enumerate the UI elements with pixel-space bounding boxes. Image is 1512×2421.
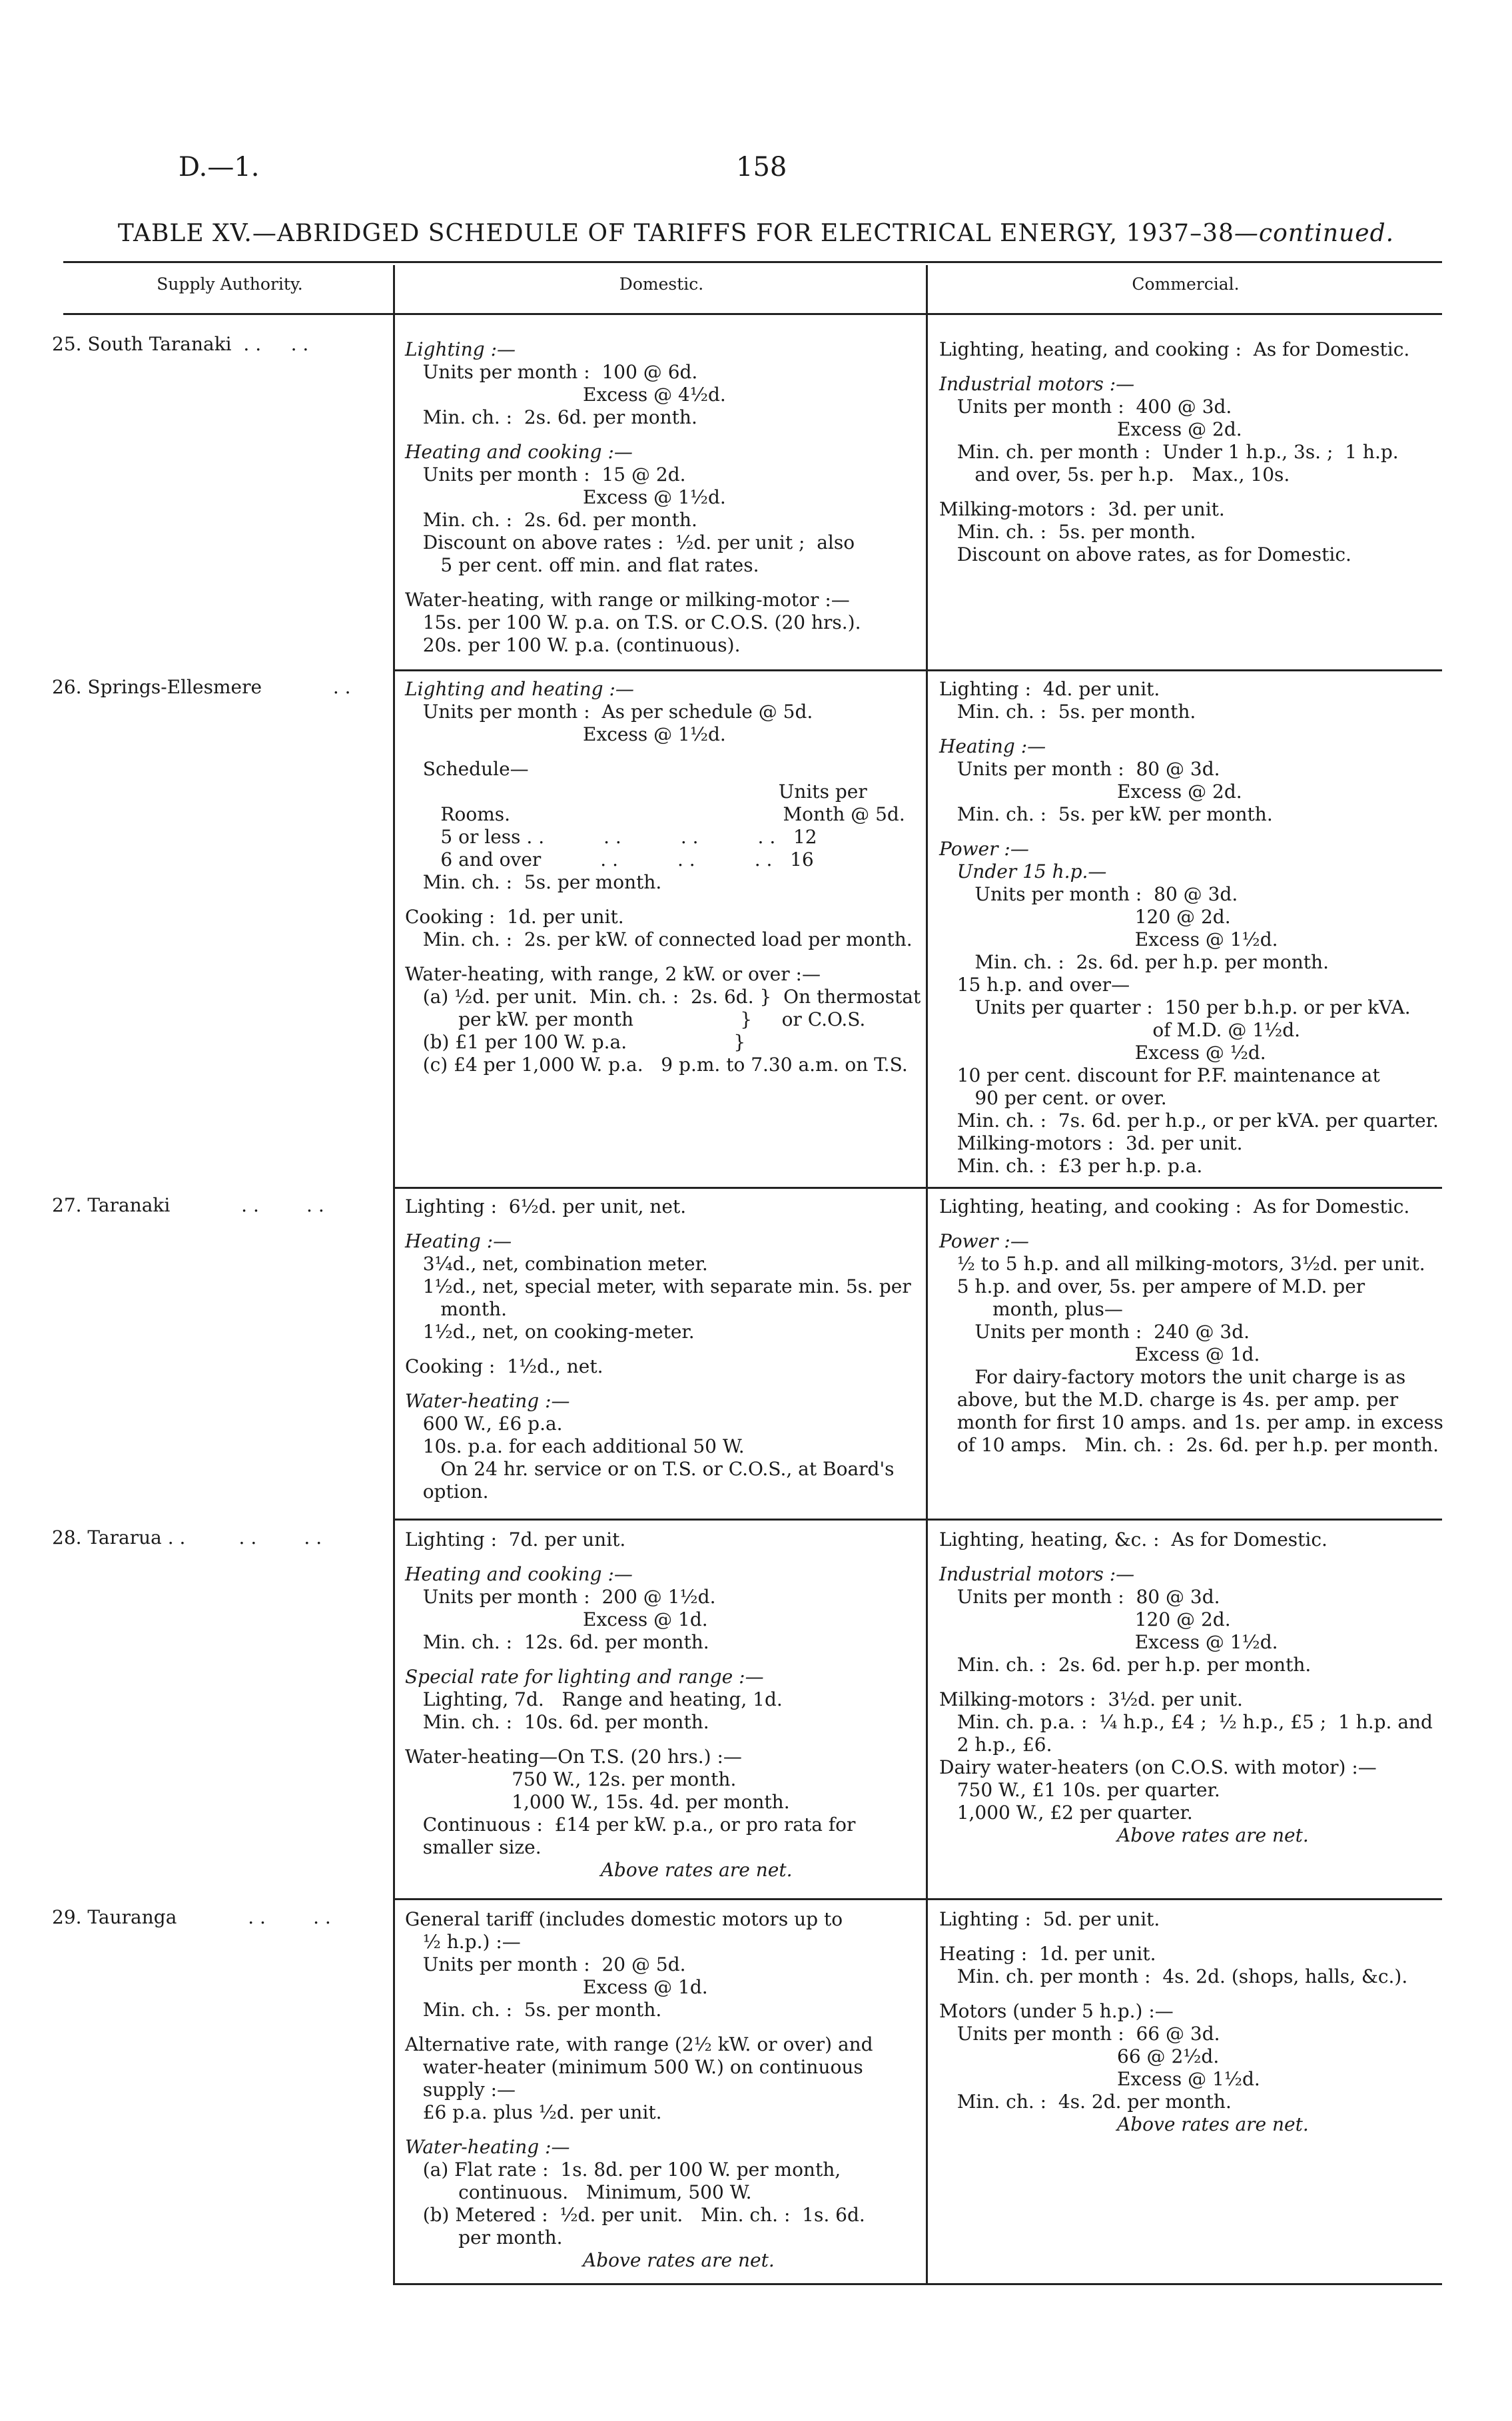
tariff-line: 66 @ 2½d.	[939, 2045, 1220, 2067]
tariff-line: Units per month : 80 @ 3d.	[939, 883, 1238, 905]
tariff-line: Units per month : 240 @ 3d.	[939, 1321, 1250, 1343]
tariff-line: 750 W., £1 10s. per quarter.	[939, 1779, 1220, 1801]
tariff-line: Power :—	[939, 1230, 1029, 1252]
tariff-line: Min. ch. : 5s. per kW. per month.	[939, 803, 1273, 825]
line-gap	[939, 826, 1439, 838]
line-gap	[405, 2021, 873, 2033]
tariff-line: (a) Flat rate : 1s. 8d. per 100 W. per month,	[405, 2159, 841, 2181]
tariff-line: Alternative rate, with range (2½ kW. or over) and	[405, 2033, 873, 2055]
tariff-line: per month.	[405, 2227, 563, 2248]
table-title-main: TABLE XV.—ABRIDGED SCHEDULE OF TARIFFS FOR ELECTRICAL ENERGY, 1937–38	[117, 220, 1234, 247]
line-gap	[405, 1218, 911, 1230]
commercial-cell	[939, 1196, 1443, 1457]
tariff-line: 5 per cent. off min. and flat rates.	[405, 554, 759, 576]
tariff-line: continuous. Minimum, 500 W.	[405, 2181, 752, 2203]
tariff-line: Water-heating :—	[405, 2136, 570, 2158]
tariff-line: Water-heating :—	[405, 1390, 570, 1412]
tariff-line: 120 @ 2d.	[939, 906, 1231, 928]
tariff-line: Rooms. Month @ 5d.	[405, 803, 905, 825]
commercial-cell	[939, 678, 1439, 1178]
tariff-line: Motors (under 5 h.p.) :—	[939, 2000, 1174, 2022]
tariff-line: Min. ch. : 4s. 2d. per month.	[939, 2091, 1232, 2113]
tariff-line: Min. ch. : 5s. per month.	[405, 871, 662, 893]
line-gap	[405, 1378, 911, 1390]
line-gap	[939, 1931, 1407, 1943]
domestic-cell	[405, 1908, 873, 2272]
tariff-line: 15 h.p. and over—	[939, 974, 1130, 996]
commercial-cell	[939, 1529, 1433, 1847]
tariff-line: and over, 5s. per h.p. Max., 10s.	[939, 464, 1290, 486]
column-divider-left	[393, 265, 395, 2284]
tariff-line: 1½d., net, on cooking-meter.	[405, 1321, 695, 1343]
line-gap	[405, 2124, 873, 2136]
tariff-line: Milking-motors : 3½d. per unit.	[939, 1688, 1243, 1710]
tariff-line: Excess @ 4½d.	[405, 384, 726, 406]
tariff-line: Lighting :—	[405, 338, 516, 360]
tariff-line: Excess @ 2d.	[939, 781, 1242, 803]
tariff-line: Industrial motors :—	[939, 1563, 1135, 1585]
tariff-line: Excess @ 1½d.	[939, 2068, 1260, 2090]
line-gap	[405, 894, 921, 906]
tariff-line: Units per month : 15 @ 2d.	[405, 464, 686, 486]
tariff-line: 1,000 W., 15s. 4d. per month.	[405, 1791, 790, 1813]
tariff-line: Milking-motors : 3d. per unit.	[939, 498, 1225, 520]
tariff-line: Min. ch. : 2s. 6d. per month.	[405, 509, 697, 531]
page-left-header: D.—1.	[179, 152, 260, 182]
tariff-line: Excess @ 1d.	[405, 1976, 708, 1998]
tariff-line: (a) ½d. per unit. Min. ch. : 2s. 6d. } On thermostat	[405, 986, 921, 1008]
line-gap	[405, 429, 861, 441]
tariff-line: Above rates are net.	[405, 1859, 793, 1881]
line-gap	[405, 1551, 855, 1563]
tariff-line: (c) £4 per 1,000 W. p.a. 9 p.m. to 7.30 a.m. on T.S.	[405, 1054, 908, 1076]
column-divider-right	[926, 265, 928, 2284]
tariff-line: Excess @ 1d.	[405, 1608, 708, 1630]
row-separator	[393, 669, 1442, 671]
tariff-line: Continuous : £14 per kW. p.a., or pro rata for	[405, 1814, 856, 1836]
tariff-line: Lighting : 4d. per unit.	[939, 678, 1160, 700]
tariff-line: Units per quarter : 150 per b.h.p. or per kVA.	[939, 996, 1411, 1018]
tariff-line: For dairy-factory motors the unit charge is as	[939, 1366, 1406, 1388]
tariff-line: Min. ch. : 12s. 6d. per month.	[405, 1631, 709, 1653]
tariff-line: Excess @ 1d.	[939, 1343, 1260, 1365]
line-gap	[939, 723, 1439, 735]
tariff-line: Min. ch. : 5s. per month.	[939, 701, 1196, 723]
tariff-line: Excess @ ½d.	[939, 1042, 1266, 1064]
line-gap	[939, 486, 1409, 498]
row-separator	[393, 1898, 1442, 1900]
tariff-line: Excess @ 1½d.	[405, 486, 726, 508]
tariff-line: Min. ch. : 2s. 6d. per h.p. per month.	[939, 1654, 1312, 1676]
line-gap	[405, 1343, 911, 1355]
tariff-line: month, plus—	[939, 1298, 1123, 1320]
tariff-line: Water-heating, with range or milking-motor :—	[405, 589, 850, 611]
tariff-line: 10 per cent. discount for P.F. maintenance at	[939, 1064, 1380, 1086]
tariff-line: Dairy water-heaters (on C.O.S. with motor) :—	[939, 1756, 1377, 1778]
tariff-line: Min. ch. per month : Under 1 h.p., 3s. ; 1 h.p.	[939, 441, 1399, 463]
tariff-line: £6 p.a. plus ½d. per unit.	[405, 2101, 662, 2123]
tariff-line: Power :—	[939, 838, 1029, 860]
tariff-line: smaller size.	[405, 1836, 542, 1858]
domestic-cell	[405, 338, 861, 657]
tariff-line: Above rates are net.	[939, 1824, 1309, 1846]
table-bottom-rule	[393, 2283, 1442, 2285]
commercial-cell	[939, 338, 1409, 566]
tariff-line: Excess @ 1½d.	[939, 1631, 1278, 1653]
tariff-line: Lighting and heating :—	[405, 678, 634, 700]
tariff-line: Lighting : 6½d. per unit, net.	[405, 1196, 687, 1217]
domestic-cell	[405, 1196, 911, 1503]
tariff-line: Units per month : 80 @ 3d.	[939, 1586, 1220, 1608]
tariff-line: (b) Metered : ½d. per unit. Min. ch. : 1s. 6d.	[405, 2204, 865, 2226]
row-separator	[393, 1187, 1442, 1189]
tariff-line: Units per month : 200 @ 1½d.	[405, 1586, 716, 1608]
line-gap	[405, 1654, 855, 1666]
tariff-line: Min. ch. : £3 per h.p. p.a.	[939, 1155, 1203, 1177]
tariff-line: of 10 amps. Min. ch. : 2s. 6d. per h.p. per month.	[939, 1434, 1439, 1456]
tariff-line: ½ to 5 h.p. and all milking-motors, 3½d. per unit.	[939, 1253, 1425, 1275]
tariff-line: 3¼d., net, combination meter.	[405, 1253, 708, 1275]
tariff-line: Discount on above rates, as for Domestic.	[939, 543, 1351, 565]
tariff-line: Units per month : 80 @ 3d.	[939, 758, 1220, 780]
tariff-line: 90 per cent. or over.	[939, 1087, 1167, 1109]
tariff-line: Excess @ 2d.	[939, 418, 1242, 440]
table-title	[0, 220, 1512, 247]
tariff-line: Min. ch. : 7s. 6d. per h.p., or per kVA. per quarter.	[939, 1110, 1439, 1132]
tariff-line: Schedule—	[405, 758, 529, 780]
tariff-line: Units per month : 66 @ 3d.	[939, 2023, 1220, 2045]
tariff-line: Cooking : 1d. per unit.	[405, 906, 624, 928]
tariff-line: On 24 hr. service or on T.S. or C.O.S., at Board's	[405, 1458, 895, 1480]
supply-authority: 25. South Taranaki . . . .	[52, 333, 309, 355]
line-gap	[939, 1551, 1433, 1563]
tariff-line: Lighting, heating, and cooking : As for Domestic.	[939, 338, 1410, 360]
header-top-rule	[63, 261, 1442, 263]
supply-authority: 26. Springs-Ellesmere . .	[52, 676, 351, 698]
tariff-line: Special rate for lighting and range :—	[405, 1666, 764, 1688]
tariff-line: Min. ch. p.a. : ¼ h.p., £4 ; ½ h.p., £5 ; 1 h.p. and	[939, 1711, 1433, 1733]
tariff-line: Min. ch. : 10s. 6d. per month.	[405, 1711, 709, 1733]
tariff-line: 120 @ 2d.	[939, 1608, 1231, 1630]
supply-authority: 29. Tauranga . . . .	[52, 1906, 331, 1928]
tariff-line: month for first 10 amps. and 1s. per amp. in excess	[939, 1411, 1443, 1433]
tariff-line: Units per month : 100 @ 6d.	[405, 361, 698, 383]
tariff-line: Min. ch. : 2s. 6d. per month.	[405, 406, 697, 428]
row-separator	[393, 1519, 1442, 1521]
tariff-line: Min. ch. : 2s. per kW. of connected load per month.	[405, 928, 913, 950]
tariff-line: Units per month : As per schedule @ 5d.	[405, 701, 813, 723]
commercial-cell	[939, 1908, 1407, 2136]
table-title-suffix: —continued.	[1234, 220, 1395, 247]
line-gap	[939, 1218, 1443, 1230]
tariff-line: Heating : 1d. per unit.	[939, 1943, 1156, 1965]
tariff-line: Min. ch. per month : 4s. 2d. (shops, halls, &c.).	[939, 1965, 1408, 1987]
tariff-line: Lighting, 7d. Range and heating, 1d.	[405, 1688, 783, 1710]
line-gap	[939, 361, 1409, 373]
tariff-line: Lighting, heating, &c. : As for Domestic.	[939, 1529, 1327, 1551]
header-bottom-rule	[63, 313, 1442, 315]
line-gap	[405, 951, 921, 963]
tariff-line: per kW. per month } or C.O.S.	[405, 1008, 866, 1030]
tariff-line: Lighting : 5d. per unit.	[939, 1908, 1160, 1930]
page-number: 158	[736, 152, 787, 182]
tariff-line: Milking-motors : 3d. per unit.	[939, 1132, 1243, 1154]
tariff-line: ½ h.p.) :—	[405, 1931, 521, 1953]
tariff-line: Units per month : 20 @ 5d.	[405, 1953, 686, 1975]
tariff-line: option.	[405, 1481, 489, 1503]
tariff-line: 20s. per 100 W. p.a. (continuous).	[405, 634, 741, 656]
tariff-line: 1½d., net, special meter, with separate min. 5s. per	[405, 1275, 911, 1297]
tariff-line: Excess @ 1½d.	[405, 723, 726, 745]
tariff-line: Units per	[405, 781, 867, 803]
tariff-line: Heating and cooking :—	[405, 441, 633, 463]
tariff-line: Above rates are net.	[939, 2113, 1309, 2135]
tariff-line: 15s. per 100 W. p.a. on T.S. or C.O.S. (20 hrs.).	[405, 611, 861, 633]
tariff-line: Under 15 h.p.—	[939, 861, 1107, 882]
tariff-line: Water-heating—On T.S. (20 hrs.) :—	[405, 1746, 742, 1768]
tariff-line: 6 and over . . . . . . 16	[405, 849, 814, 870]
tariff-line: of M.D. @ 1½d.	[939, 1019, 1301, 1041]
line-gap	[405, 746, 921, 758]
line-gap	[939, 1988, 1407, 2000]
tariff-line: 1,000 W., £2 per quarter.	[939, 1802, 1193, 1824]
supply-authority: 28. Tararua . . . . . .	[52, 1527, 322, 1549]
tariff-line: Heating :—	[939, 735, 1046, 757]
column-header-domestic: Domestic.	[619, 274, 704, 294]
domestic-cell	[405, 1529, 855, 1882]
tariff-line: 2 h.p., £6.	[939, 1734, 1052, 1756]
tariff-line: Water-heating, with range, 2 kW. or over :—	[405, 963, 821, 985]
tariff-line: 5 or less . . . . . . . . 12	[405, 826, 817, 848]
line-gap	[939, 1676, 1433, 1688]
column-header-supply-authority: Supply Authority.	[157, 274, 303, 294]
line-gap	[405, 577, 861, 589]
tariff-line: Heating and cooking :—	[405, 1563, 633, 1585]
tariff-line: Lighting : 7d. per unit.	[405, 1529, 626, 1551]
tariff-line: General tariff (includes domestic motors up to	[405, 1908, 843, 1930]
tariff-line: Lighting, heating, and cooking : As for Domestic.	[939, 1196, 1410, 1217]
tariff-line: Above rates are net.	[405, 2249, 775, 2271]
tariff-line: Units per month : 400 @ 3d.	[939, 396, 1232, 418]
tariff-line: supply :—	[405, 2079, 516, 2101]
tariff-line: above, but the M.D. charge is 4s. per amp. per	[939, 1389, 1399, 1411]
column-header-commercial: Commercial.	[1132, 274, 1240, 294]
tariff-line: Industrial motors :—	[939, 373, 1135, 395]
line-gap	[405, 1734, 855, 1746]
tariff-line: Discount on above rates : ½d. per unit ; also	[405, 531, 855, 553]
tariff-line: 750 W., 12s. per month.	[405, 1768, 737, 1790]
tariff-line: Heating :—	[405, 1230, 512, 1252]
tariff-line: Min. ch. : 2s. 6d. per h.p. per month.	[939, 951, 1329, 973]
tariff-line: 600 W., £6 p.a.	[405, 1413, 563, 1435]
tariff-line: Min. ch. : 5s. per month.	[405, 1999, 662, 2021]
tariff-line: (b) £1 per 100 W. p.a. }	[405, 1031, 746, 1053]
tariff-line: water-heater (minimum 500 W.) on continuous	[405, 2056, 863, 2078]
tariff-line: 10s. p.a. for each additional 50 W.	[405, 1435, 745, 1457]
tariff-line: 5 h.p. and over, 5s. per ampere of M.D. per	[939, 1275, 1365, 1297]
supply-authority: 27. Taranaki . . . .	[52, 1194, 324, 1216]
tariff-line: Excess @ 1½d.	[939, 928, 1278, 950]
tariff-line: month.	[405, 1298, 508, 1320]
tariff-line: Min. ch. : 5s. per month.	[939, 521, 1196, 543]
tariff-line: Cooking : 1½d., net.	[405, 1355, 603, 1377]
domestic-cell	[405, 678, 921, 1076]
